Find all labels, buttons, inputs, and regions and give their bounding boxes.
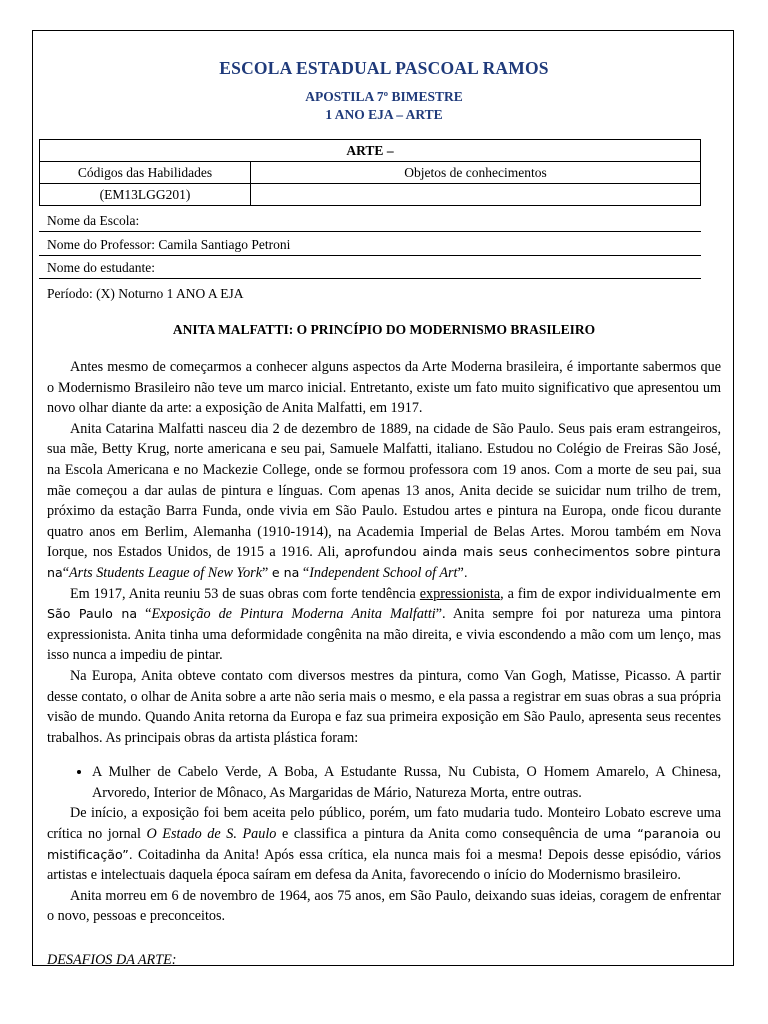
biography-sans-text: aprofundou ainda mais seus conhecimentos sobre pintura na <box>47 544 722 580</box>
paragraph-intro: Antes mesmo de começarmos a conhecer alguns aspectos da Arte Moderna brasileira, é importante sabermos que o Modernismo Brasileiro não teve um marco inicial. Entretanto, existe um fato muito significativo que apresentou um novo olhar diante da arte: a exposição de Anita Malfatti, em 1917. <box>47 359 721 417</box>
school-name-2: Independent School of Art <box>309 564 458 581</box>
quote-open: “ <box>62 564 70 581</box>
paragraph-critique <box>47 803 721 885</box>
article-body <box>47 357 721 927</box>
paragraph-exhibition <box>47 584 721 666</box>
skill-code: (EM13LGG201) <box>40 184 251 206</box>
exhibition-text-end: Anita sempre foi por natureza uma pintora expressionista. Anita tinha uma deformidade congênita na mão direita, e vivia escondendo a mão com um lenço, mas isso nunca a impediu de pintar. <box>47 606 722 664</box>
newspaper-name: O Estado de S. Paulo <box>146 826 277 843</box>
subtitle-bimester: APOSTILA 7º BIMESTRE <box>305 89 463 104</box>
exhibition-name: Exposição de Pintura Moderna Anita Malfatti <box>151 606 436 623</box>
knowledge-objects <box>251 184 701 206</box>
subtitle-course: 1 ANO EJA – ARTE <box>325 107 443 122</box>
quote-close: ”. <box>435 606 446 623</box>
exhibition-text-mid: , a fim de expor <box>500 585 591 602</box>
critique-text-start: De início, a exposição foi bem aceita pelo público, porém, um fato mudaria tudo. Monteiro Lobato escreve uma crítica no jornal <box>47 805 721 843</box>
quote-open: “ <box>302 564 310 581</box>
quote-close: ” <box>262 564 269 581</box>
skills-table <box>39 139 701 206</box>
school-name-1: Arts Students League of New York <box>69 564 263 581</box>
col-header-objects: Objetos de conhecimentos <box>251 162 701 184</box>
critique-sans-text: uma “paranoia ou mistificação”. <box>47 826 722 862</box>
list-item: • A Mulher de Cabelo Verde, A Boba, A Estudante Russa, Nu Cubista, O Homem Amarelo, A Chinesa, Arvoredo, Interior de Mônaco, As Margaridas de Mário, Natureza Morta, entre outras. <box>92 762 721 803</box>
school-title: ESCOLA ESTADUAL PASCOAL RAMOS <box>219 58 549 78</box>
table-title: ARTE – <box>40 140 701 162</box>
exhibition-text-start: Em 1917, Anita reuniu 53 de suas obras com forte tendência <box>70 585 416 602</box>
teacher-name-field: Nome do Professor: Camila Santiago Petroni <box>39 234 701 256</box>
period-field: Período: (X) Noturno 1 ANO A EJA <box>47 286 244 301</box>
exhibition-sans-text: individualmente em São Paulo na <box>47 585 722 622</box>
quote-close: ” <box>457 564 464 581</box>
paragraph-death: Anita morreu em 6 de novembro de 1964, aos 75 anos, em São Paulo, deixando suas ideias, coragem de enfrentar o novo, pessoas e preconceitos. <box>47 887 721 925</box>
quote-open: “ <box>145 606 152 623</box>
period-mark: . <box>463 564 468 580</box>
critique-text-end: Coitadinha da Anita! Após essa crítica, ela nunca mais foi a mesma! Depois desse episódio, vários artistas e intelectuais daquela época saíram em defesa da Anita, favorecendo o início do Modernismo brasileiro. <box>47 846 721 884</box>
critique-text-mid: e classifica a pintura da Anita como consequência de <box>281 826 598 843</box>
school-name-field: Nome da Escola: <box>39 210 701 232</box>
conjunction-text: e na <box>271 564 300 580</box>
works-list <box>47 762 721 803</box>
biography-text: Anita Catarina Malfatti nasceu dia 2 de dezembro de 1889, na cidade de São Paulo. Seus pais eram estrangeiros, sua mãe, Betty Krug, norte americana e seu pai, Samuele Malfatti, italiano. Estudou no Colégio de Freiras São José, na Escola Americana e no Mackezie College, onde se formou professora com 19 anos. Com a morte de seu pai, sua mãe começou a dar aulas de pintura e línguas. Com apenas 13 anos, Anita decide se suicidar num trilho de trem, próximo da estação Barra Funda, onde vivia em São Paulo. Estudou artes e pintura na Europa, onde ficou durante quatro anos em Berlim, Alemanha (1910-1914), na Academia Imperial de Belas Artes. Morou também em Nova Iorque, nos Estados Unidos, de 1915 a 1916. Ali, <box>47 420 721 561</box>
col-header-codes: Códigos das Habilidades <box>40 162 251 184</box>
article-title: ANITA MALFATTI: O PRINCÍPIO DO MODERNISMO BRASILEIRO <box>172 322 596 337</box>
expressionist-term: expressionista <box>419 585 501 602</box>
student-name-field: Nome do estudante: <box>39 257 701 279</box>
paragraph-europe: Na Europa, Anita obteve contato com diversos mestres da pintura, como Van Gogh, Matisse, Picasso. A partir desse contato, o olhar de Anita sobre a arte não seria mais o mesmo, e ela passa a registrar em suas obras a sua própria visão de mundo. Quando Anita retorna da Europa e faz sua primeira exposição em São Paulo, apresenta seus recentes trabalhos. As principais obras da artista plástica foram: <box>47 667 721 746</box>
challenge-heading: DESAFIOS DA ARTE: <box>47 952 177 968</box>
paragraph-biography <box>47 419 721 584</box>
